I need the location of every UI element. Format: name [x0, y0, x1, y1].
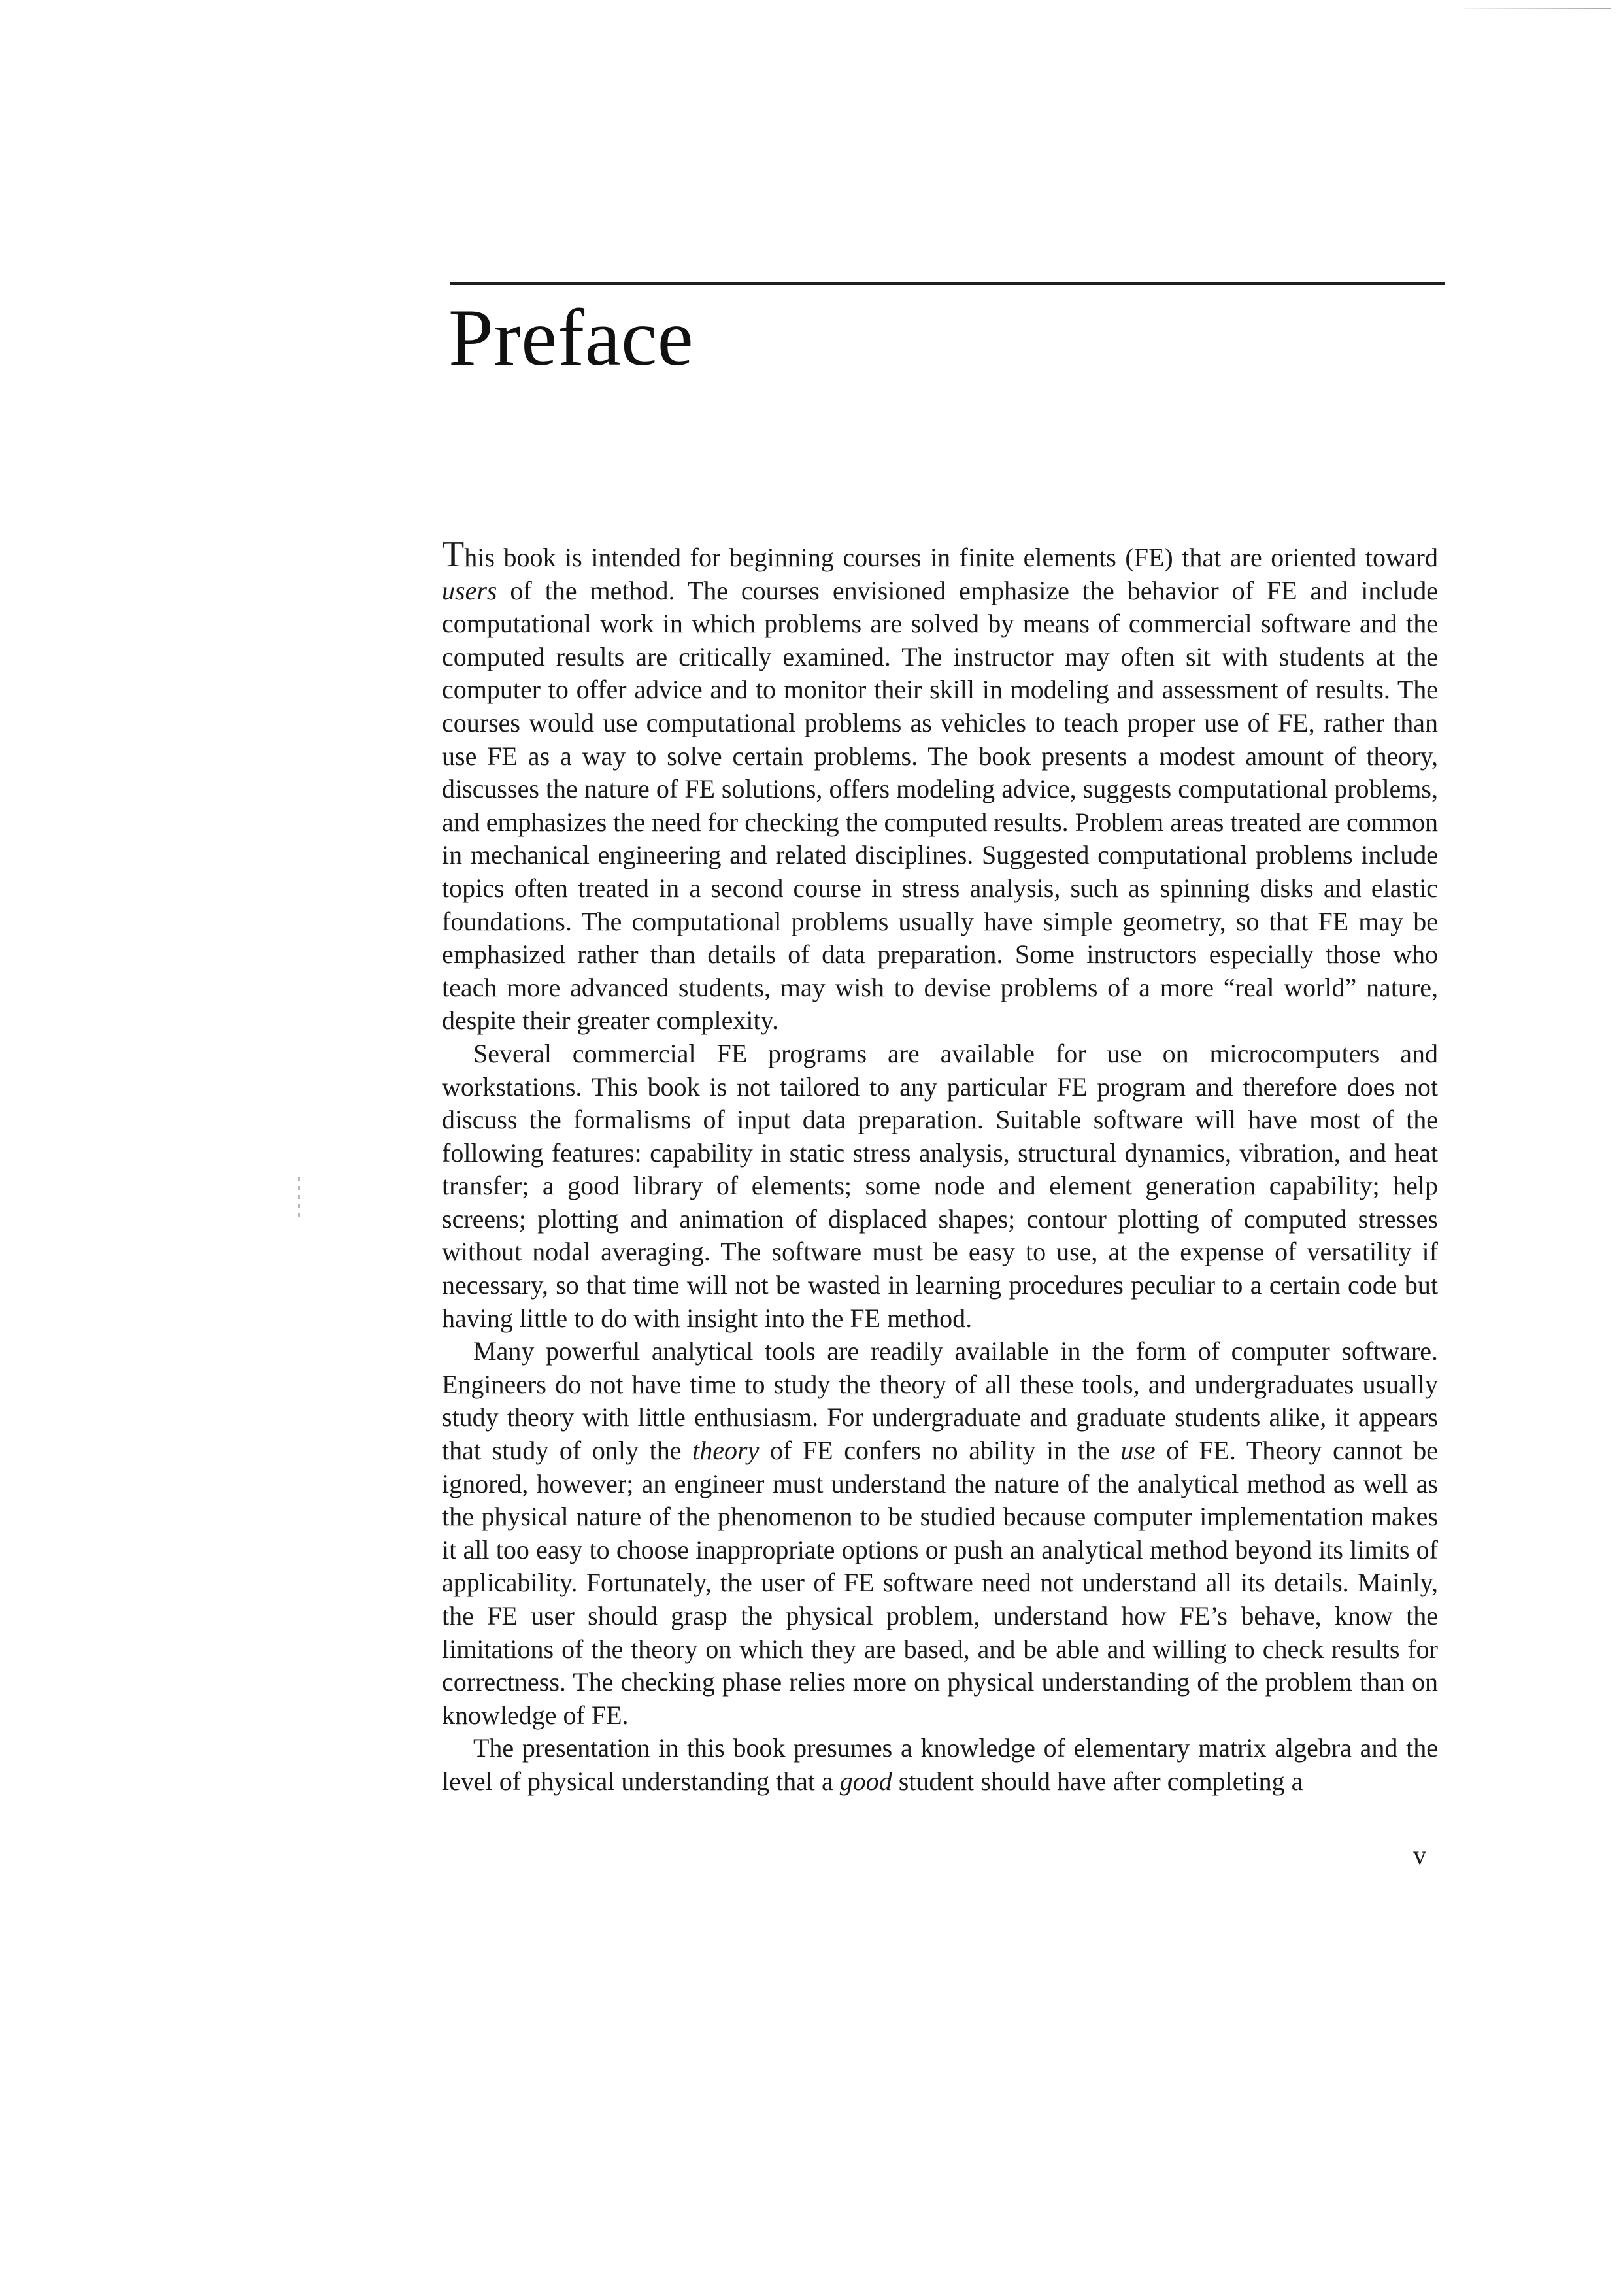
- margin-speck: [298, 1177, 300, 1219]
- initial-letter: T: [442, 534, 465, 575]
- italic-term: users: [442, 575, 497, 605]
- text-run: student should have after completing a: [892, 1766, 1303, 1796]
- text-run: Several commercial FE programs are available for use on microcomputers and workstations. This book is not tailored to any particular FE program and therefore does not discuss the formalisms of input data preparation. Suitable software will have most of the following features: capability in static stress analysis, structural dynamics, vibration, and heat transfer; a good library of elements; some node and element generation capability; help screens; plotting and animation of displaced shapes; contour plotting of computed stresses without nodal averaging. The software must be easy to use, at the expense of versatility if necessary, so that time will not be wasted in learning procedures peculiar to a certain code but having little to do with insight into the FE method.: [442, 1038, 1438, 1333]
- text-run: Many powerful analytical tools are readily available in the form of computer software. Engineers do not have time to study the theory of all these tools, and undergraduates usually study theory with little enthusiasm. For undergraduate and graduate students alike, it appears that study of only the: [442, 1336, 1438, 1466]
- page-number: v: [1413, 1840, 1426, 1870]
- text-run: of the method. The courses envisioned emphasize the behavior of FE and include computational work in which problems are solved by means of commercial software and the computed results are critically examined. The instructor may often sit with students at the computer to offer advice and to monitor their skill in modeling and assessment of results. The courses would use computational problems as vehicles to teach proper use of FE, rather than use FE as a way to solve certain problems. The book presents a modest amount of theory, discusses the nature of FE solutions, offers modeling advice, suggests computational problems, and emphasizes the need for checking the computed results. Problem areas treated are common in mechanical engineering and related disciplines. Suggested computational problems include topics often treated in a second course in stress analysis, such as spinning disks and elastic foundations. The computational problems usually have simple geometry, so that FE may be emphasized rather than details of data preparation. Some instructors especially those who teach more advanced students, may wish to devise problems of a more “real world” nature, despite their greater complexity.: [442, 575, 1438, 1036]
- text-run: his book is intended for beginning courses in finite elements (FE) that are oriented toward: [464, 543, 1438, 572]
- title-rule: [450, 282, 1445, 285]
- italic-term: good: [839, 1766, 892, 1796]
- paragraph-3: [442, 1335, 1438, 1732]
- page-title: Preface: [448, 293, 694, 382]
- preface-body: [442, 534, 1438, 1798]
- paragraph-1: [442, 534, 1438, 1038]
- italic-term: use: [1120, 1436, 1156, 1466]
- italic-term: theory: [692, 1436, 760, 1466]
- text-run: of FE confers no ability in the: [759, 1436, 1121, 1466]
- paragraph-2: [442, 1038, 1438, 1335]
- paragraph-4: [442, 1732, 1438, 1798]
- text-run: of FE. Theory cannot be ignored, however; an engineer must understand the nature of the analytical method as well as the physical nature of the phenomenon to be studied because computer implementation makes it all too easy to choose inappropriate options or push an analytical method beyond its limits of applicability. Fortunately, the user of FE software need not understand all its details. Mainly, the FE user should grasp the physical problem, understand how FE’s behave, know the limitations of the theory on which they are based, and be able and willing to check results for correctness. The checking phase relies more on physical understanding of the problem than on knowledge of FE.: [442, 1436, 1438, 1730]
- text-run: The presentation in this book presumes a knowledge of elementary matrix algebra and the level of physical understanding that a: [442, 1733, 1438, 1796]
- scan-edge-mark: [1464, 8, 1611, 9]
